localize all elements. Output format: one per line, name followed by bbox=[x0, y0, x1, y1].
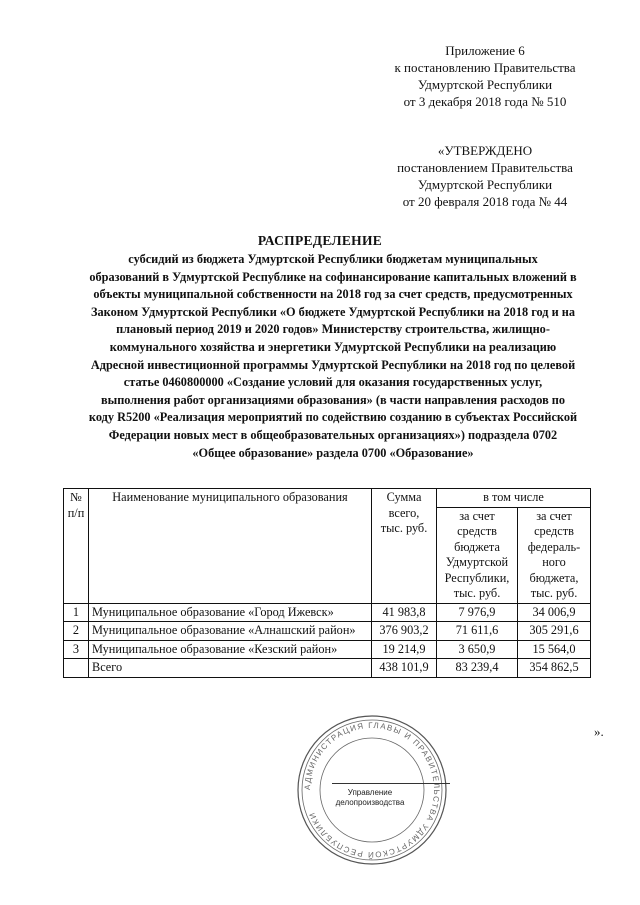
subtitle-line: коду R5200 «Реализация мероприятий по содействию созданию в субъектах Российской bbox=[88, 410, 578, 425]
signature-line bbox=[332, 783, 450, 784]
row-federal-budget: 305 291,6 bbox=[518, 622, 591, 641]
row-republic-budget: 7 976,9 bbox=[437, 603, 518, 622]
row-total-sum: 376 903,2 bbox=[372, 622, 437, 641]
header-number: № п/п bbox=[64, 489, 89, 604]
closing-quote: ». bbox=[594, 724, 604, 739]
row-republic-budget: 71 611,6 bbox=[437, 622, 518, 641]
subtitle-line: субсидий из бюджета Удмуртской Республики бюджетам муниципальных bbox=[128, 252, 538, 266]
header-total-sum: Сумма всего, тыс. руб. bbox=[372, 489, 437, 604]
approval-line: от 20 февраля 2018 года № 44 bbox=[402, 194, 568, 209]
header-including: в том числе bbox=[437, 489, 591, 508]
subtitle-line: Федерации новых мест в общеобразовательных организациях») подраздела 0702 bbox=[108, 427, 558, 442]
appendix-line: от 3 декабря 2018 года № 510 bbox=[403, 94, 567, 109]
subtitle-line: Законом Удмуртской Республики «О бюджете Удмуртской Республики на 2018 год и на bbox=[91, 304, 575, 319]
appendix-line: к постановлению Правительства bbox=[394, 60, 576, 75]
row-number: 1 bbox=[64, 603, 89, 622]
stamp-label-line1: Управление bbox=[347, 788, 393, 797]
table-row bbox=[64, 622, 591, 641]
subtitle-line: «Общее образование» раздела 0700 «Образование» bbox=[192, 445, 474, 460]
row-federal-budget: 15 564,0 bbox=[518, 640, 591, 659]
total-label: Всего bbox=[89, 659, 372, 678]
total-federal-budget: 354 862,5 bbox=[518, 659, 591, 678]
total-republic-budget: 83 239,4 bbox=[437, 659, 518, 678]
stamp-label-line2: делопроизводства bbox=[335, 798, 405, 807]
subtitle-line: объекты муниципальной собственности на 2018 год за счет средств, предусмотренных bbox=[93, 287, 573, 302]
document-subtitle bbox=[58, 251, 608, 462]
header-republic-budget: за счет средств бюджета Удмуртской Республики, тыс. руб. bbox=[437, 507, 518, 603]
row-municipality: Муниципальное образование «Кезский район» bbox=[89, 640, 372, 659]
table-header-row bbox=[64, 489, 591, 508]
table-total-row bbox=[64, 659, 591, 678]
distribution-table bbox=[63, 488, 591, 678]
approval-header bbox=[380, 142, 590, 210]
subtitle-line: выполнения работ организациями образования» (в части направления расходов по bbox=[100, 392, 566, 407]
row-republic-budget: 3 650,9 bbox=[437, 640, 518, 659]
subtitle-line: коммунального хозяйства и энергетики Удмуртской Республики на реализацию bbox=[109, 339, 557, 354]
appendix-header bbox=[380, 42, 590, 110]
appendix-line: Удмуртской Республики bbox=[417, 77, 553, 92]
subtitle-line: образований в Удмуртской Республике на софинансирование капитальных вложений в bbox=[89, 269, 577, 284]
approval-line: Удмуртской Республики bbox=[417, 177, 553, 192]
total-sum: 438 101,9 bbox=[372, 659, 437, 678]
stamp-ring-text: АДМИНИСТРАЦИЯ ГЛАВЫ И ПРАВИТЕЛЬСТВА УДМУРТСКОЙ РЕСПУБЛИКИ bbox=[302, 720, 442, 860]
document-title: РАСПРЕДЕЛЕНИЕ bbox=[257, 233, 383, 248]
header-federal-budget: за счет средств федераль- ного бюджета, тыс. руб. bbox=[518, 507, 591, 603]
row-municipality: Муниципальное образование «Город Ижевск» bbox=[89, 603, 372, 622]
appendix-line: Приложение 6 bbox=[445, 43, 525, 58]
header-municipality: Наименование муниципального образования bbox=[89, 489, 372, 604]
table-row bbox=[64, 640, 591, 659]
approval-line: постановлением Правительства bbox=[397, 160, 573, 175]
row-municipality: Муниципальное образование «Алнашский район» bbox=[89, 622, 372, 641]
subtitle-line: плановый период 2019 и 2020 годов» Министерству строительства, жилищно- bbox=[116, 322, 550, 337]
approval-line: «УТВЕРЖДЕНО bbox=[437, 143, 533, 158]
row-total-sum: 19 214,9 bbox=[372, 640, 437, 659]
row-number: 3 bbox=[64, 640, 89, 659]
table-row bbox=[64, 603, 591, 622]
row-total-sum: 41 983,8 bbox=[372, 603, 437, 622]
row-federal-budget: 34 006,9 bbox=[518, 603, 591, 622]
subtitle-line: статье 0460800000 «Создание условий для оказания государственных услуг, bbox=[123, 375, 543, 390]
subtitle-line: Адресной инвестиционной программы Удмуртской Республики на 2018 год по целевой bbox=[90, 357, 576, 372]
row-number: 2 bbox=[64, 622, 89, 641]
total-number-cell bbox=[64, 659, 89, 678]
